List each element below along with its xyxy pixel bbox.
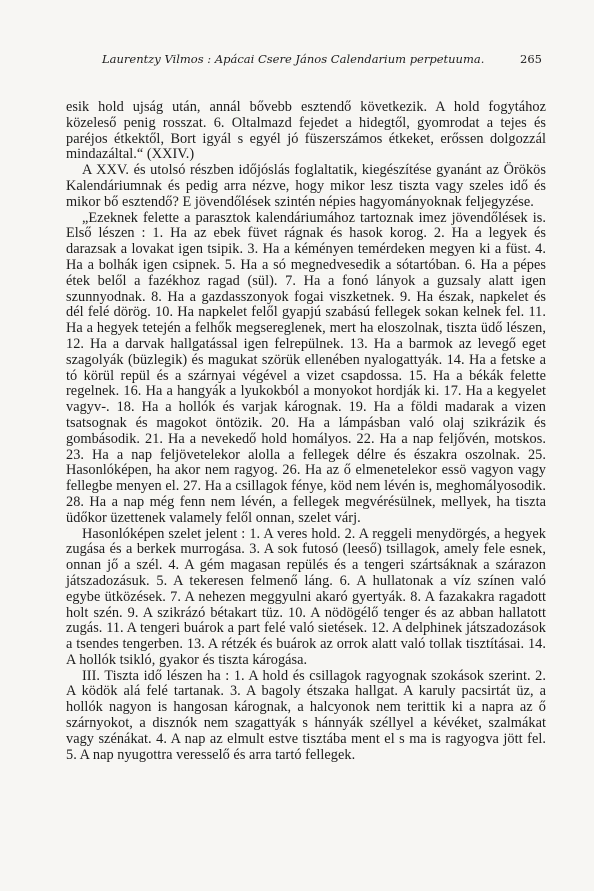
page-number: 265 [520, 52, 542, 66]
paragraph-5: III. Tiszta idő lészen ha : 1. A hold és csillagok ragyognak szokások szerint. 2. A ködök alá felé tartanak. 3. A bagoly étszaka hallgat. A karuly pacsirtát üz, a hollók nagyon is hangosan kárognak, a halcyonok nem terittik ki a napra az ő szárnyokot, a disznók nem szagattyák s hánnyák széllyel a kévéket, szalmákat vagy szénákat. 4. A nap az elmult estve tisztába ment el s ma is ragyogva jött fel. 5. A nap nyugottra veresselő és arra tartó fellegek. [66, 667, 546, 763]
paragraph-3: „Ezeknek felette a parasztok kalendáriumához tartoznak imez jövendőlések is. Első lészen : 1. Ha az ebek füvet rágnak és hasok korog. 2. Ha a legyek és darazsak a lovakat igen tsipik. 3. Ha a kéményen temérdeken megyen ki a füst. 4. Ha a bolhák igen csipnek. 5. Ha a só megnedvesedik a sótartóban. 6. Ha a pépes étek belől a fazékhoz ragad (sül). 7. Ha a fonó lányok a guzsaly alatt igen szunnyodnak. 8. Ha a gazdasszonyok fogai viszketnek. 9. Ha észak, napkelet és dél felé dörög. 10. Ha napkelet felől gyapjú szabású fellegek sokan kelnek fel. 11. Ha a hegyek tetején a felhők megsereglenek, mert ha eloszolnak, tiszta üdő lészen, 12. Ha a darvak hallgatással igen felrepülnek. 13. Ha a barmok az levegő eget szagolyák (büzlegik) és magukat szörük ellenében nyalogattyák. 14. Ha a fetske a tó körül repül és a szárnyai végével a vizet csapdossa. 15. Ha a békák felette regelnek. 16. Ha a hangyák a lyukokból a monyokot hordják ki. 17. Ha a kegyelet vagyv-. 18. Ha a hollók és varjak kárognak. 19. Ha a földi madarak a vizen tsatsognak és magokot öntözik. 20. Ha a lámpásban való olaj szikrázik és gombásodik. 21. Ha a nevekedő hold homályos. 22. Ha a nap feljővén, motskos. 23. Ha a nap feljövetelekor alolla a fellegek délre és északra oszolnak. 25. Hasonlóképen, ha akor nem ragyog. 26. Ha az ő elmenetelekor essö vagyon vagy fellegbe menyen el. 27. Ha a csillagok fénye, köd nem lévén is, meghomályosodik. 28. Ha a nap még fenn nem lévén, a fellegek megvérésülnek, mellyek, ha tiszta üdőkor üzettenek valamely felől onnan, szelet várj. [66, 209, 546, 526]
paragraph-1: esik hold ujság után, annál bővebb esztendő következik. A hold fogytához közeleső penig rosszat. 6. Oltalmazd fejedet a hidegtől, gyomrodat a tejes és paréjos étkektől, Bort igyál s egyél jó füszerszámos étkeket, erőssen dolgozzál mindazáltal.“ (XXIV.) [66, 99, 546, 163]
running-title: Laurentzy Vilmos : Apácai Csere János Calendarium perpetuuma. [102, 52, 485, 66]
paragraph-2: A XXV. és utolsó részben időjóslás foglaltatik, kiegészítése gyanánt az Örökös Kalendáriumnak és pedig arra nézve, hogy mikor lesz tiszta vagy szeles idő és mikor bő esztendő? E jövendőlések szintén népies hagyományoknak feljegyzése. [66, 162, 546, 210]
body-text [66, 100, 546, 763]
running-head [102, 52, 542, 66]
paragraph-4: Hasonlóképen szelet jelent : 1. A veres hold. 2. A reggeli menydörgés, a hegyek zugása és a berkek murrogása. 3. A sok futosó (leeső) tsillagok, amely fele esnek, onnan jő a szél. 4. A gém magasan repülés és a tengeri szártsáknak a szárazon játszadozásuk. 5. A tekeresen felmenő láng. 6. A hullatonak a víz színen való egybe ütközések. 7. A nehezen meggyulni akaró gyertyák. 8. A fazakakra ragadott holt szén. 9. A szikrázó bétakart tüz. 10. A nödögélő tenger és az abban hallatott zugás. 11. A tengeri buárok a part felé való sietések. 12. A delphinek játszadozások a tsendes tengerben. 13. A rétzék és buárok az orrok alatt való tollak tisztításai. 14. A hollók tsikló, gyakor és tiszta károgása. [66, 525, 546, 668]
